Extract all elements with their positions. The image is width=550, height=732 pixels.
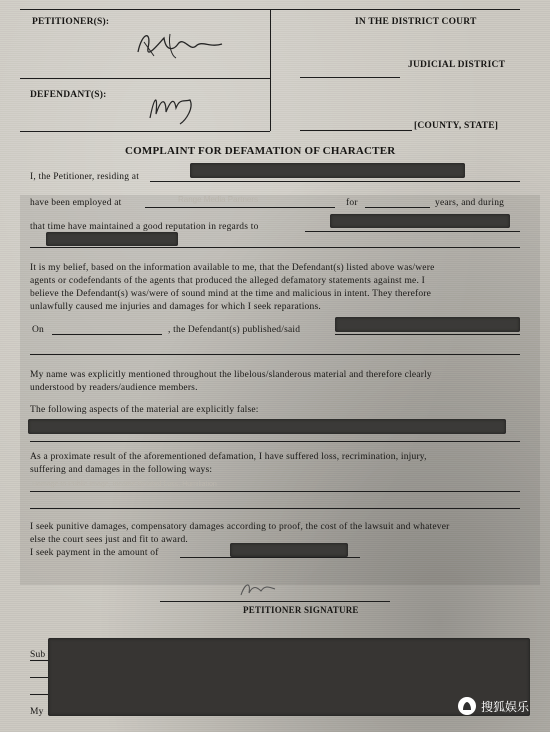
published-text: , the Defendant(s) published/said: [168, 325, 301, 335]
defendant-signature: [140, 78, 210, 128]
employer-field: [145, 207, 335, 208]
payment-field: [180, 557, 360, 558]
watermark-text: 搜狐娱乐: [481, 699, 530, 714]
false-aspects-field: [30, 441, 520, 442]
on-label: On: [32, 325, 45, 335]
belief-line-4: unlawfully caused me injuries and damages for which I seek reparations.: [30, 302, 321, 312]
redacted-statement-1: [335, 317, 520, 332]
signature-label: PETITIONER SIGNATURE: [243, 605, 359, 615]
damages-value: Damage to Public Image, Income Related Loss, Humiliation: [32, 481, 217, 488]
damages-field-1: [30, 491, 520, 492]
belief-line-3: believe the Defendant(s) was/were of sound mind at the time and malicious in intent. They therefore: [30, 289, 432, 299]
court-label: IN THE DISTRICT COURT: [355, 17, 477, 27]
name-mention-line-1: My name was explicitly mentioned throughout the libelous/slanderous material and therefore clearly: [30, 370, 432, 380]
redacted-reputation-1: [330, 214, 510, 228]
sohu-fox-icon: [458, 697, 476, 715]
footer-signature: [235, 575, 305, 601]
defendant-rule: [20, 131, 270, 132]
my-label: My: [30, 707, 44, 717]
published-field: [335, 334, 520, 335]
petitioner-label: PETITIONER(S):: [32, 17, 110, 27]
redacted-amount: [230, 543, 348, 557]
signature-rule: [160, 601, 390, 602]
belief-line-2: agents or codefendants of the agents that produced the alleged defamatory statements against me. I: [30, 276, 425, 286]
reputation-field: [305, 231, 520, 232]
damages-field-2: [30, 508, 520, 509]
published-field-2: [30, 354, 520, 355]
sub-label: Sub: [30, 650, 46, 660]
county-label: [COUNTY, STATE]: [414, 121, 499, 131]
sohu-watermark: [458, 697, 529, 715]
damages-line-2: suffering and damages in the following ways:: [30, 465, 213, 475]
years-text: years, and during: [435, 198, 505, 208]
redacted-false-aspects: [28, 419, 506, 434]
punitive-line-2: else the court sees just and fit to award.: [30, 535, 188, 545]
employment-text: have been employed at: [30, 198, 122, 208]
residence-field: [150, 181, 520, 182]
residence-text: I, the Petitioner, residing at: [30, 172, 140, 182]
defendant-label: DEFENDANT(S):: [30, 90, 107, 100]
reputation-field-2: [30, 247, 520, 248]
payment-text: I seek payment in the amount of: [30, 548, 159, 558]
false-aspects-text: The following aspects of the material are explicitly false:: [30, 405, 259, 415]
damages-line-1: As a proximate result of the aforementioned defamation, I have suffered loss, recrimination, injury,: [30, 452, 427, 462]
name-mention-line-2: understood by readers/audience members.: [30, 383, 198, 393]
document-title: COMPLAINT FOR DEFAMATION OF CHARACTER: [125, 145, 396, 157]
years-field: [365, 207, 430, 208]
county-rule: [300, 130, 412, 131]
employer-value: Range Media Partners: [178, 195, 259, 204]
district-rule: [300, 77, 400, 78]
petitioner-signature: [130, 22, 240, 67]
header-divider: [270, 9, 271, 131]
date-field: [52, 334, 162, 335]
belief-line-1: It is my belief, based on the information available to me, that the Defendant(s) listed above was/were: [30, 263, 435, 273]
for-text: for: [346, 198, 358, 208]
district-label: JUDICIAL DISTRICT: [408, 60, 506, 70]
redacted-reputation-2: [46, 232, 178, 246]
redacted-address: [190, 163, 465, 178]
reputation-text: that time have maintained a good reputation in regards to: [30, 222, 259, 232]
punitive-line-1: I seek punitive damages, compensatory damages according to proof, the cost of the lawsuit and whatever: [30, 522, 450, 532]
